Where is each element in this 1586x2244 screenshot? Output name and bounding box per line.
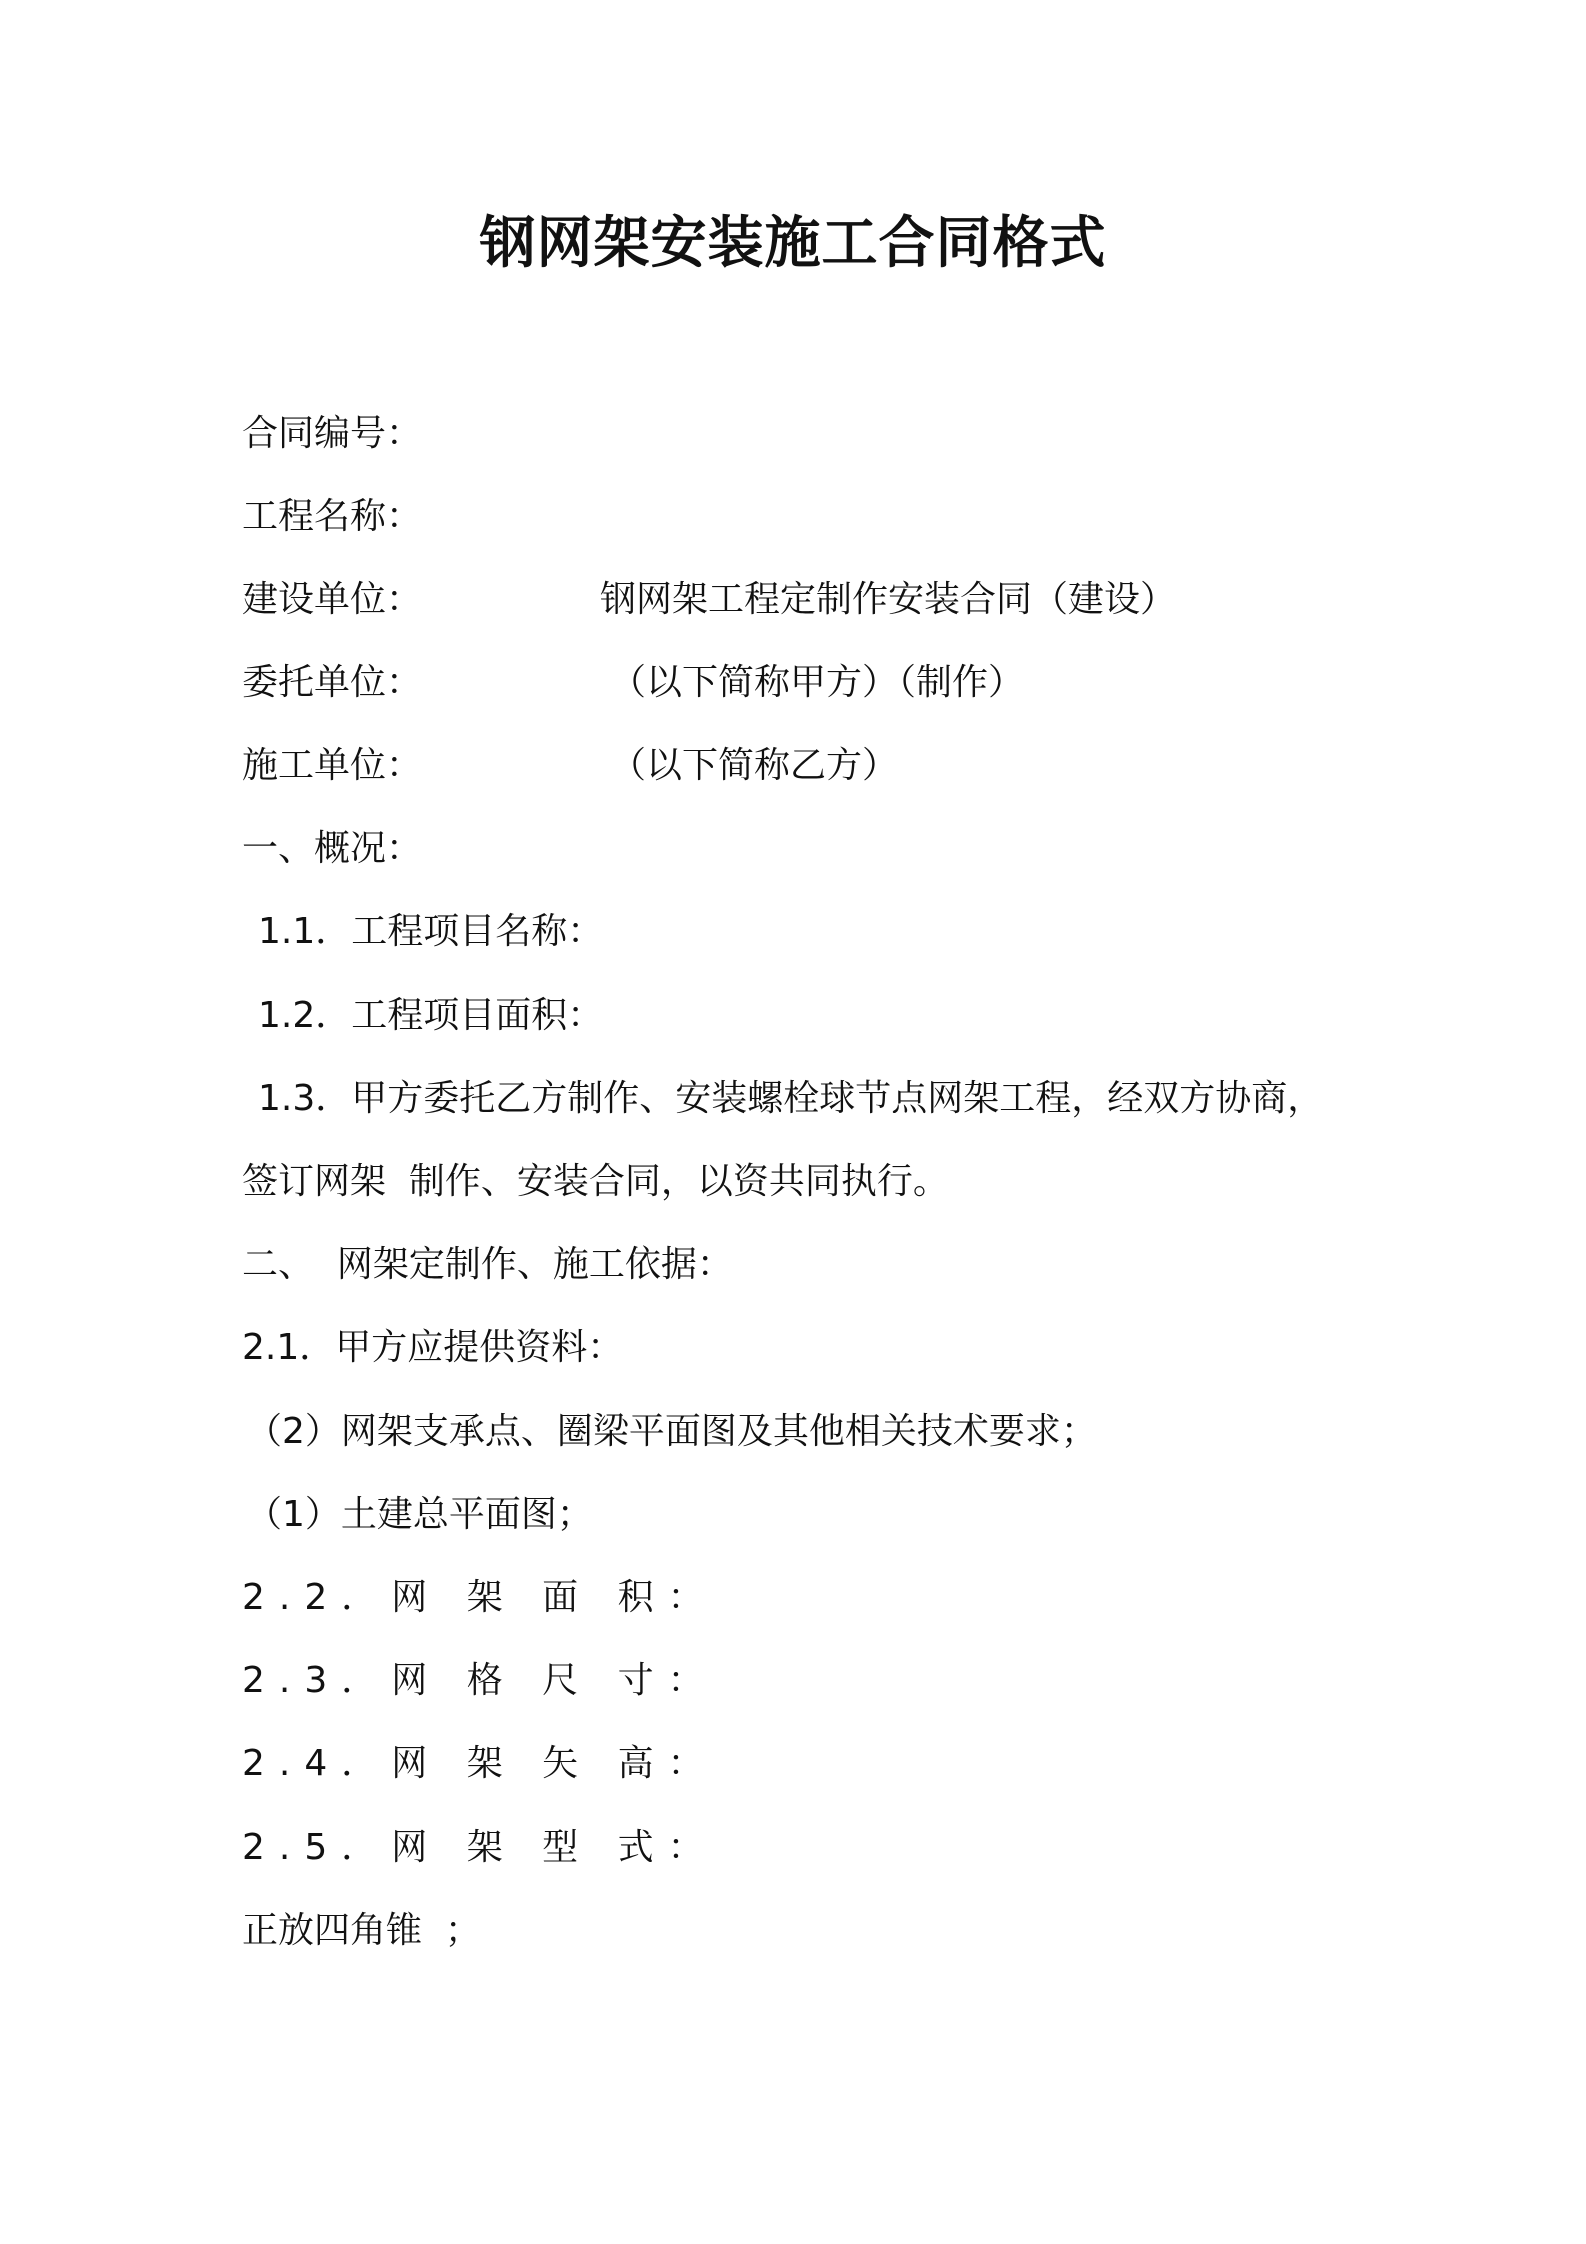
item-1-2: 1.2．工程项目面积： — [258, 995, 604, 1036]
sub-item-2: （2）网架支承点、圈梁平面图及其他相关技术要求； — [246, 1411, 1097, 1452]
builder-unit-label: 施工单位： — [242, 745, 423, 786]
item-2-5: 2.5．网 架 型 式： — [242, 1827, 718, 1868]
document-title: 钢网架安装施工合同格式 — [479, 211, 1107, 276]
item-1-3-line-2: 签订网架 制作、安装合同，以资共同执行。 — [242, 1161, 949, 1202]
project-name-label: 工程名称： — [242, 496, 423, 537]
entrusting-unit-label: 委托单位： — [242, 662, 423, 703]
entrusting-unit-value: （以下简称甲方）（制作） — [610, 662, 1025, 703]
builder-unit-value: （以下简称乙方） — [610, 745, 899, 786]
form-value: 正放四角锥 ； — [242, 1910, 481, 1951]
item-1-3-line-1: 1.3．甲方委托乙方制作、安装螺栓球节点网架工程，经双方协商， — [258, 1078, 1324, 1119]
item-2-1: 2.1．甲方应提供资料： — [242, 1327, 624, 1368]
item-2-2: 2.2．网 架 面 积： — [242, 1577, 718, 1618]
construction-unit-label: 建设单位： — [242, 579, 423, 620]
item-2-3: 2.3．网 格 尺 寸： — [242, 1660, 718, 1701]
section-1-heading: 一、概况： — [242, 828, 423, 869]
contract-number-label: 合同编号： — [242, 413, 423, 454]
item-1-1: 1.1．工程项目名称： — [258, 911, 604, 952]
sub-item-1: （1）土建总平面图； — [246, 1494, 593, 1535]
section-2-heading: 二、 网架定制作、施工依据： — [242, 1244, 733, 1285]
item-2-4: 2.4．网 架 矢 高： — [242, 1743, 718, 1784]
construction-unit-value: 钢网架工程定制作安装合同（建设） — [600, 579, 1177, 620]
